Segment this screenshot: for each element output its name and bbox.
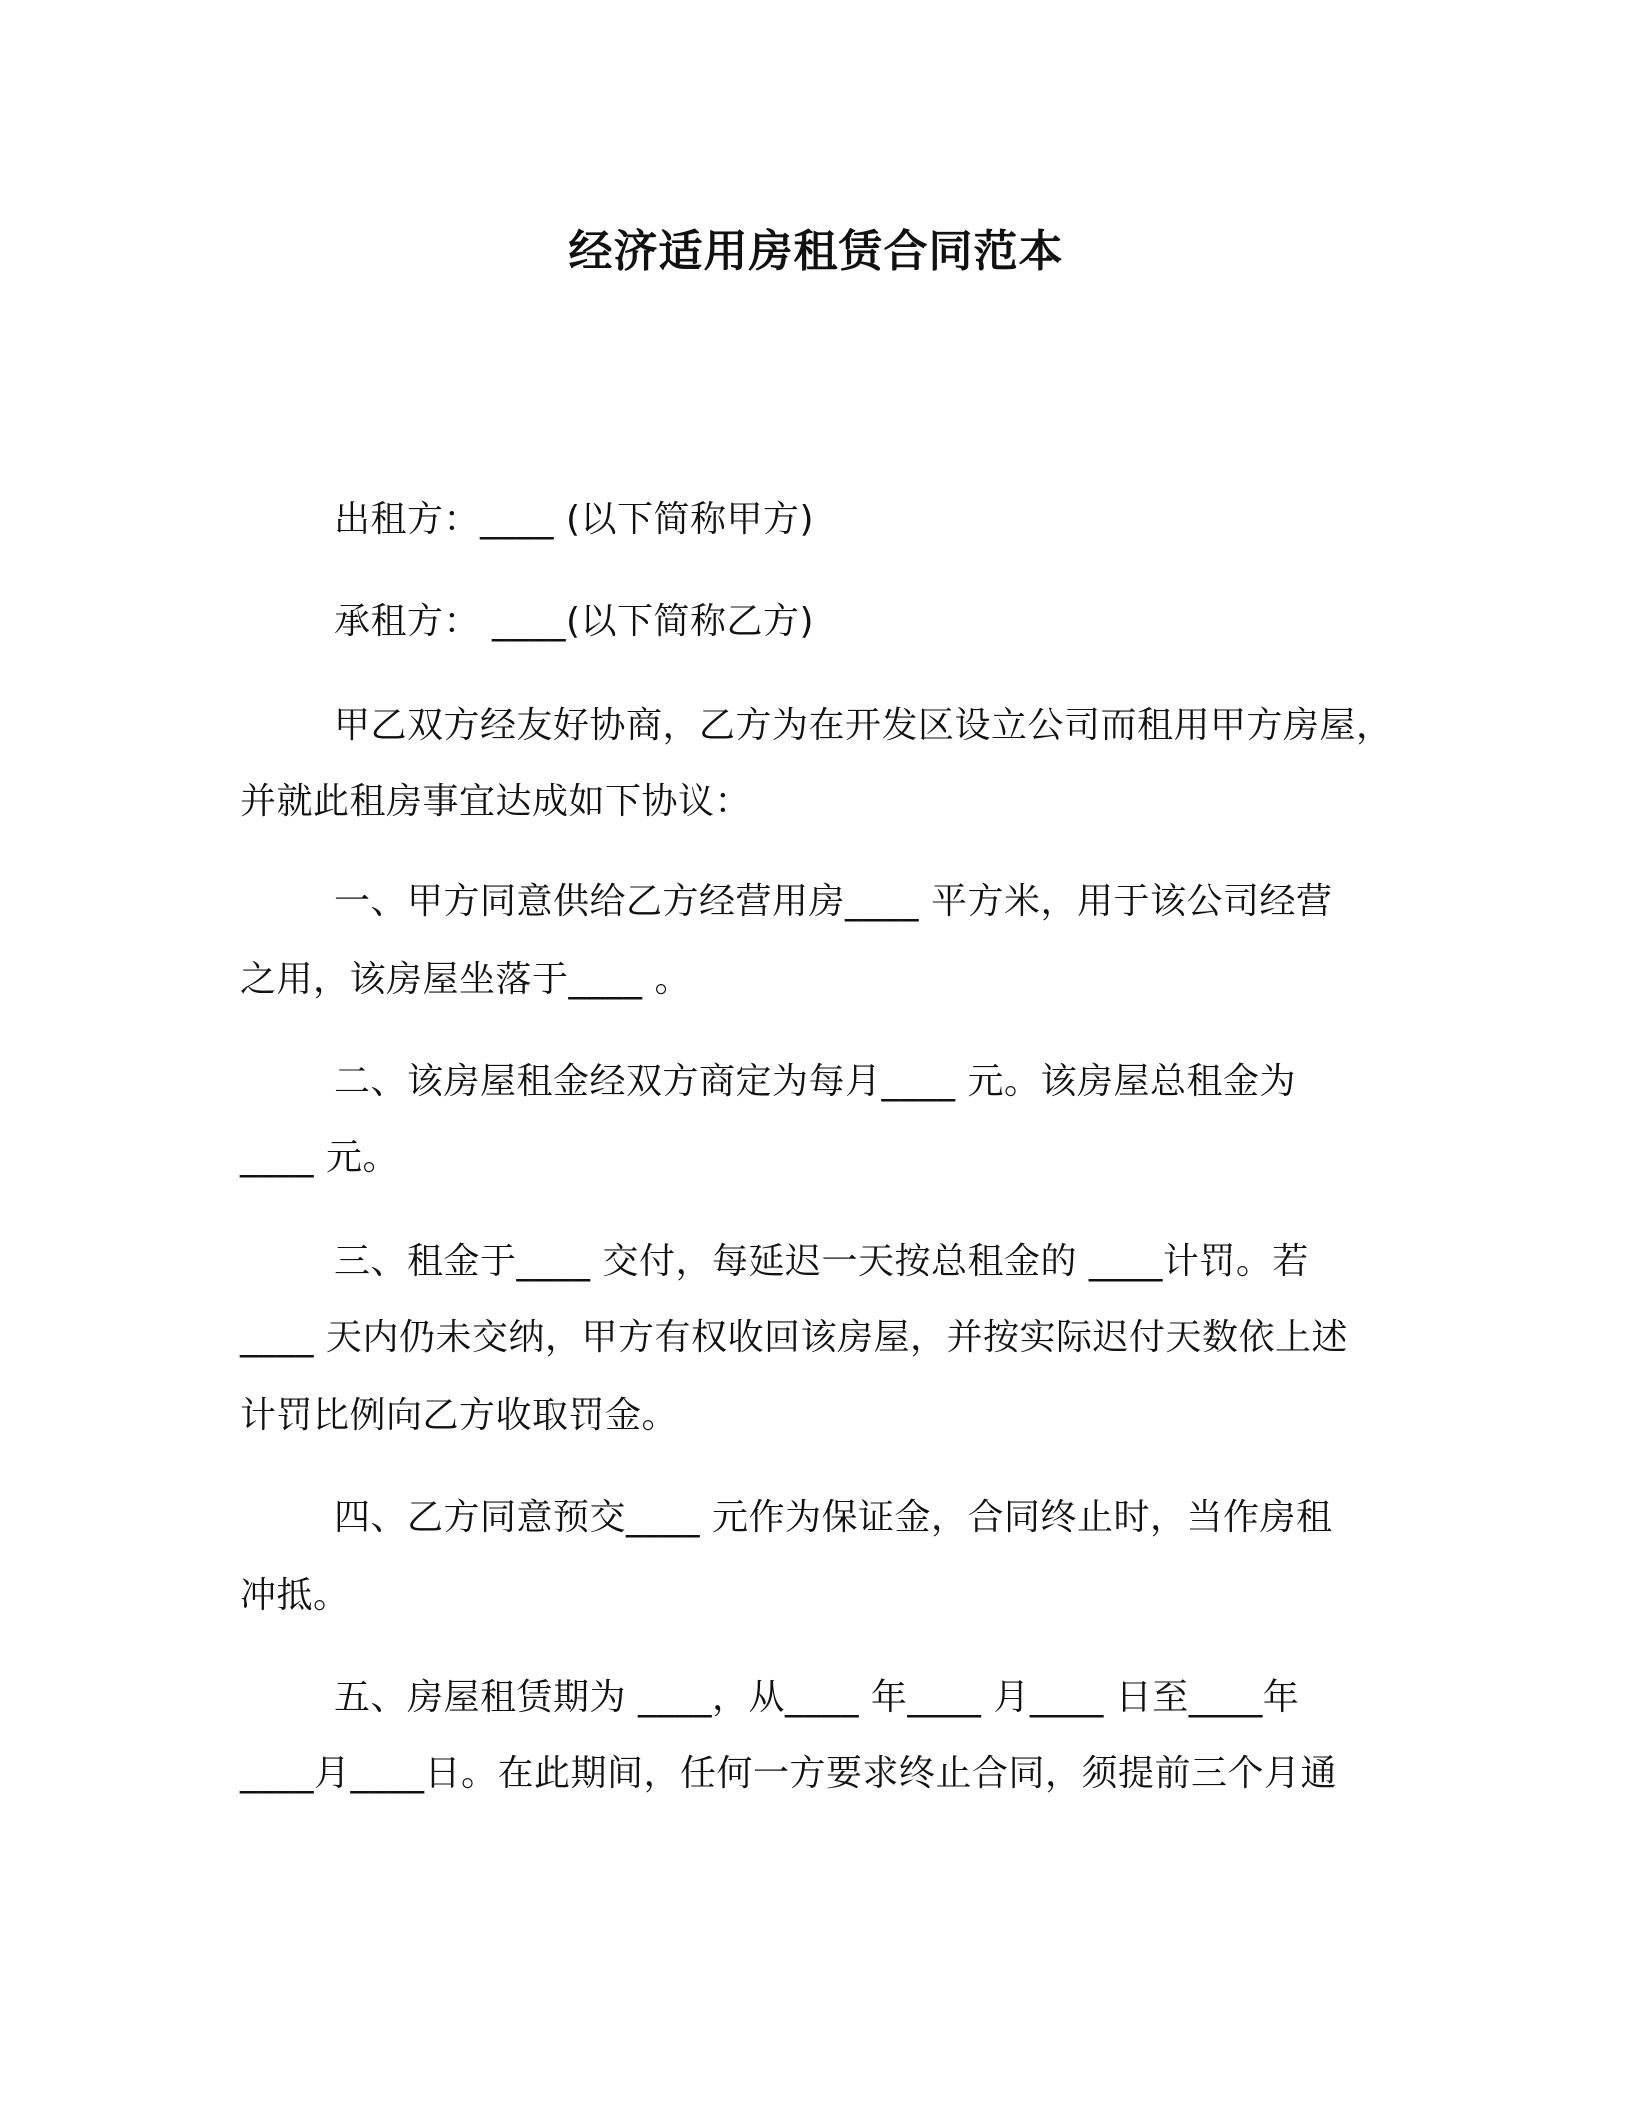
clause-2-line-2: ____ 元。: [240, 1137, 399, 1178]
clause-5-line-1: 五、房屋租赁期为 ____，从____ 年____ 月____ 日至____年: [334, 1677, 1300, 1718]
clause-1-line-1: 一、甲方同意供给乙方经营用房____ 平方米，用于该公司经营: [334, 881, 1333, 922]
clause-1-line-2: 之用，该房屋坐落于____ 。: [240, 959, 691, 1000]
clause-5-line-2: ____月____日。在此期间，任何一方要求终止合同，须提前三个月通: [240, 1753, 1338, 1794]
preamble-line-1: 甲乙双方经友好协商，乙方为在开发区设立公司而租用甲方房屋，: [334, 705, 1393, 746]
clause-3-line-3: 计罚比例向乙方收取罚金。: [240, 1395, 679, 1436]
clause-4-line-2: 冲抵。: [240, 1575, 350, 1616]
party-b-line: 承租方： ____(以下简称乙方): [334, 601, 815, 642]
party-a-line: 出租方：____ (以下简称甲方): [334, 499, 815, 540]
clause-3-line-1: 三、租金于____ 交付，每延迟一天按总租金的 ____计罚。若: [334, 1241, 1309, 1282]
clause-3-line-2: ____ 天内仍未交纳，甲方有权收回该房屋，并按实际迟付天数依上述: [240, 1317, 1348, 1358]
clause-4-line-1: 四、乙方同意预交____ 元作为保证金，合同终止时，当作房租: [334, 1497, 1333, 1538]
clause-2-line-1: 二、该房屋租金经双方商定为每月____ 元。该房屋总租金为: [334, 1061, 1296, 1102]
preamble-line-2: 并就此租房事宜达成如下协议：: [240, 781, 752, 822]
document-title: 经济适用房租赁合同范本: [568, 226, 1064, 277]
